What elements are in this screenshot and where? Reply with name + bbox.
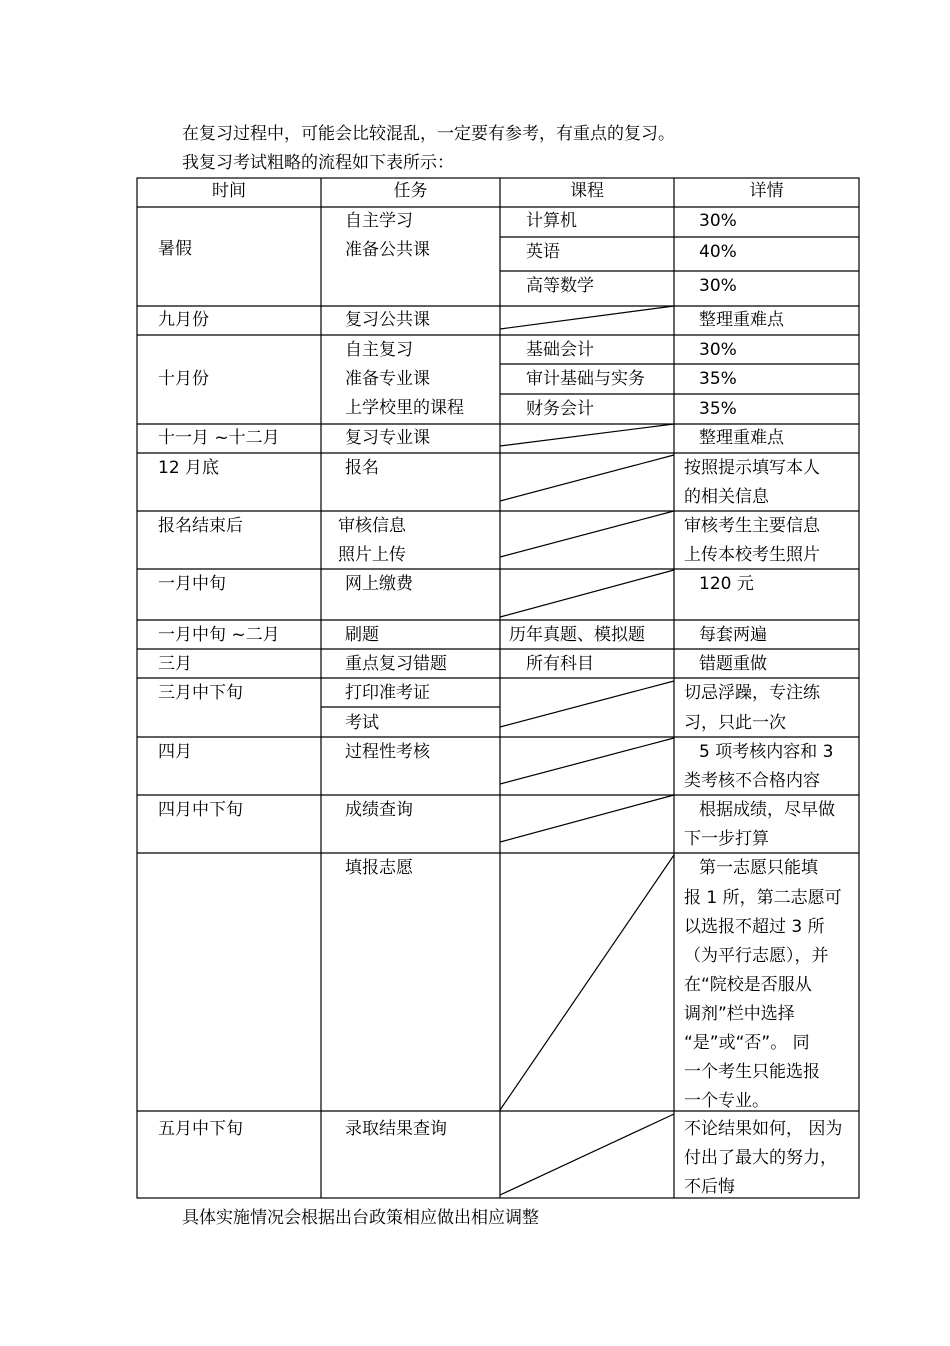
time-cell: 一月中旬 — [158, 574, 226, 594]
detail-cell: 审核考生主要信息 — [684, 516, 820, 536]
detail-cell: 下一步打算 — [684, 829, 769, 849]
intro-paragraph-1: 在复习过程中，可能会比较混乱，一定要有参考，有重点的复习。 — [182, 124, 675, 144]
detail-cell: 30% — [699, 340, 737, 360]
task-cell: 报名 — [345, 458, 379, 478]
task-cell: 考试 — [345, 713, 379, 733]
time-cell: 12 月底 — [158, 458, 220, 478]
task-cell: 录取结果查询 — [345, 1119, 447, 1139]
task-cell: 刷题 — [345, 625, 379, 645]
empty-cell-diagonals — [500, 306, 674, 1195]
time-cell: 四月中下旬 — [158, 800, 243, 820]
detail-cell: 切忌浮躁，专注练 — [684, 683, 820, 703]
detail-cell: 不论结果如何， 因为 — [684, 1119, 843, 1139]
header-task: 任务 — [393, 181, 428, 201]
course-cell: 财务会计 — [526, 399, 594, 419]
detail-cell: 35% — [699, 369, 737, 389]
detail-cell: 每套两遍 — [699, 625, 767, 645]
detail-cell: 根据成绩，尽早做 — [699, 800, 835, 820]
task-cell: 审核信息 — [338, 516, 406, 536]
task-cell: 过程性考核 — [345, 742, 430, 762]
detail-cell: 报 1 所，第二志愿可 — [684, 888, 842, 908]
detail-cell: 5 项考核内容和 3 — [699, 742, 834, 762]
detail-cell: 上传本校考生照片 — [684, 545, 820, 565]
time-cell: 九月份 — [158, 310, 209, 330]
task-cell: 上学校里的课程 — [345, 398, 464, 418]
intro-paragraph-2: 我复习考试粗略的流程如下表所示： — [182, 153, 454, 173]
detail-cell: 习，只此一次 — [684, 713, 786, 733]
course-cell: 所有科目 — [526, 654, 594, 674]
course-cell: 英语 — [526, 242, 560, 262]
task-cell: 网上缴费 — [345, 574, 413, 594]
detail-cell: 一个考生只能选报 — [684, 1062, 820, 1082]
detail-cell: 不后悔 — [684, 1177, 735, 1197]
task-cell: 照片上传 — [338, 545, 406, 565]
task-cell: 重点复习错题 — [345, 654, 447, 674]
detail-cell: 整理重难点 — [699, 310, 784, 330]
header-course: 课程 — [570, 181, 604, 201]
task-cell: 准备专业课 — [345, 369, 430, 389]
detail-cell: 整理重难点 — [699, 428, 784, 448]
detail-cell: 类考核不合格内容 — [684, 771, 820, 791]
header-detail: 详情 — [749, 181, 784, 201]
time-cell: 十一月 ~十二月 — [158, 428, 280, 448]
task-cell: 打印准考证 — [345, 683, 430, 703]
time-cell: 一月中旬 ~二月 — [158, 625, 280, 645]
detail-cell: 调剂”栏中选择 — [684, 1004, 795, 1024]
task-cell: 成绩查询 — [345, 800, 413, 820]
header-time: 时间 — [212, 181, 246, 201]
course-cell: 高等数学 — [526, 276, 594, 296]
time-cell: 十月份 — [158, 369, 209, 389]
task-cell: 准备公共课 — [345, 240, 430, 260]
detail-cell: 35% — [699, 399, 737, 419]
course-cell: 计算机 — [526, 211, 577, 231]
time-cell: 报名结束后 — [158, 516, 243, 536]
task-cell: 复习公共课 — [345, 310, 430, 330]
detail-cell: 30% — [699, 211, 737, 231]
time-cell: 三月 — [158, 654, 192, 674]
task-cell: 填报志愿 — [345, 858, 413, 878]
time-cell: 四月 — [158, 742, 192, 762]
detail-cell: 30% — [699, 276, 737, 296]
time-cell: 三月中下旬 — [158, 683, 243, 703]
time-cell: 暑假 — [158, 239, 192, 259]
task-cell: 复习专业课 — [345, 428, 430, 448]
course-cell: 审计基础与实务 — [526, 369, 645, 389]
detail-cell: 40% — [699, 242, 737, 262]
detail-cell: 错题重做 — [699, 654, 767, 674]
detail-cell: 的相关信息 — [684, 487, 769, 507]
detail-cell: 在“院校是否服从 — [684, 975, 812, 995]
detail-cell: 一个专业。 — [684, 1091, 769, 1111]
task-cell: 自主复习 — [345, 340, 413, 360]
detail-cell: 付出了最大的努力， — [684, 1148, 837, 1168]
course-cell: 历年真题、模拟题 — [509, 625, 645, 645]
course-cell: 基础会计 — [526, 340, 594, 360]
task-cell: 自主学习 — [345, 211, 413, 231]
time-cell: 五月中下旬 — [158, 1119, 243, 1139]
footer-note: 具体实施情况会根据出台政策相应做出相应调整 — [182, 1208, 539, 1228]
detail-cell: 第一志愿只能填 — [699, 858, 818, 878]
detail-cell: （为平行志愿），并 — [684, 946, 829, 966]
detail-cell: 120 元 — [699, 574, 754, 594]
detail-cell: 以选报不超过 3 所 — [684, 917, 825, 937]
detail-cell: 按照提示填写本人 — [684, 458, 820, 478]
detail-cell: “是”或“否”。 同 — [684, 1033, 810, 1053]
